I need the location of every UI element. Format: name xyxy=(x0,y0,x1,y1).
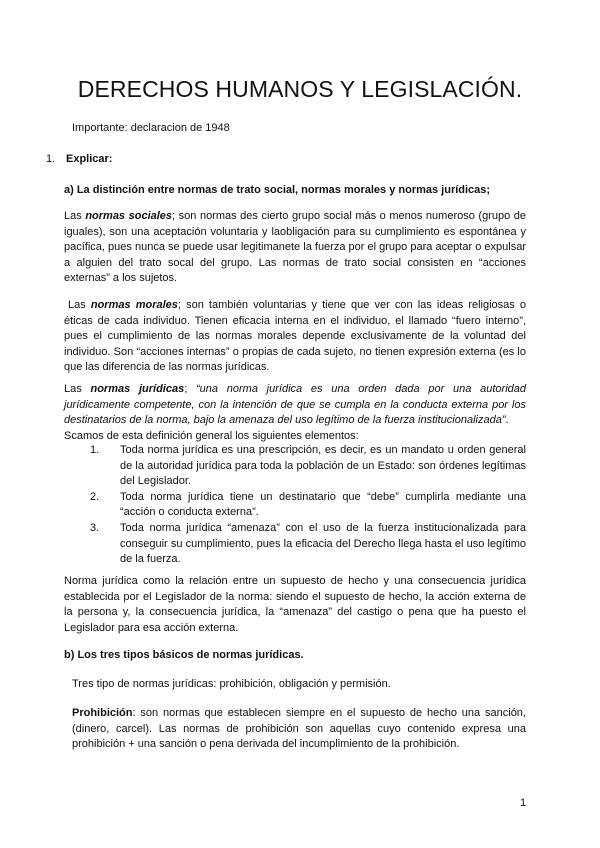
juridica-intro: Scamos de esta definición general los siguientes elementos: xyxy=(64,429,359,442)
list-item-text: Toda norma jurídica es una prescripción, es decir, es un mandato u orden general de la autoridad jurídica para toda la población de un Estado: son órdenes legítimas del Legislador. xyxy=(120,444,526,488)
moral-prefix: Las xyxy=(68,299,91,311)
list-item-number: 2. xyxy=(90,490,100,503)
juridica-definition-quote: “una norma jurídica es una orden dada por una autoridad jurídicamente competente, con la intención de que se cumpla en la conducta externa por los destinatarios de la norma, bajo la amenaza del uso legítimo de la fuerza institucionalizada” xyxy=(64,383,526,427)
list-item-number: 3. xyxy=(90,521,100,534)
juridica-prefix: Las xyxy=(64,383,91,395)
section-1-heading xyxy=(46,152,112,166)
juridica-sep: ; xyxy=(184,383,196,395)
page-number: 1 xyxy=(520,797,527,809)
paragraph-normas-sociales xyxy=(64,209,526,287)
paragraph-tipos-intro: Tres tipo de normas jurídicas: prohibición, obligación y permisión. xyxy=(72,678,391,690)
list-item-text: Toda norma jurídica tiene un destinatario que “debe” cumplirla mediante una “acción o conducta externa”. xyxy=(120,490,526,519)
moral-text: ; son también voluntarias y tiene que ver con las ideas religiosas o éticas de cada individuo. Tienen eficacia interna en el individuo, el llamado “fuero interno”, pues el cumplimiento de las normas morales depende exclusivamente de la voluntad del individuo. Son “acciones internas” o propias de cada sujeto, no tienen expresión externa (es lo que las diferencia de las normas jurídicas. xyxy=(64,299,527,374)
paragraph-normas-morales xyxy=(64,298,526,376)
page-title: DERECHOS HUMANOS Y LEGISLACIÓN. xyxy=(77,76,523,102)
list-item-number: 1. xyxy=(90,444,100,456)
term-normas-morales: normas morales xyxy=(90,299,178,311)
subsection-b-heading: b) Los tres tipos básicos de normas jurídicas. xyxy=(64,649,304,661)
section-label: Explicar: xyxy=(66,153,113,165)
section-number: 1. xyxy=(46,153,56,165)
term-prohibicion: Prohibición xyxy=(72,707,133,719)
list-item xyxy=(64,443,526,490)
subsection-a-heading: a) La distinción entre normas de trato social, normas morales y normas jurídicas; xyxy=(64,184,491,196)
paragraph-normas-juridicas xyxy=(64,382,526,444)
list-item-text: Toda norma jurídica “amenaza” con el uso de la fuerza institucionalizada para conseguir su cumplimiento, pues la eficacia del Derecho llega hasta el uso legítimo de la fuerza. xyxy=(120,521,526,566)
term-normas-juridicas: normas jurídicas xyxy=(90,383,185,395)
prohibicion-text: : son normas que establecen siempre en el supuesto de hecho una sanción, (dinero, carcel). Las normas de prohibición son aquellas cuyo contenido expresa una prohibición + una sanción o pena derivada del incumplimiento de la prohibición. xyxy=(72,707,526,751)
juridica-end: . xyxy=(505,414,509,427)
social-text: ; son normas des cierto grupo social más o menos numeroso (grupo de iguales), son una aceptación voluntaria y laobligación para su cumplimiento es espontánea y pacífica, pues nunca se puede usar legitimanete la fuerza por el grupo para aceptar o expulsar a alguien del trato socal del grupo. Las normas de trato social consisten en “acciones externas” a los sujetos. xyxy=(64,210,526,285)
social-prefix: Las xyxy=(64,210,86,222)
note: Importante: declaracion de 1948 xyxy=(72,122,230,134)
paragraph-conclusion: Norma jurídica como la relación entre un supuesto de hecho y una consecuencia jurídica establecida por el Legislador de la norma: siendo el supuesto de hecho, la acción externa de la persona y, la consecuencia jurídica, la “amenaza” del castigo o pena que ha puesto el Legislador para esa acción externa. xyxy=(64,575,526,634)
list-item xyxy=(64,490,526,521)
list-item xyxy=(64,521,526,568)
paragraph-prohibicion xyxy=(72,706,526,753)
elements-list xyxy=(64,443,526,568)
term-normas-sociales: normas sociales xyxy=(85,210,173,222)
